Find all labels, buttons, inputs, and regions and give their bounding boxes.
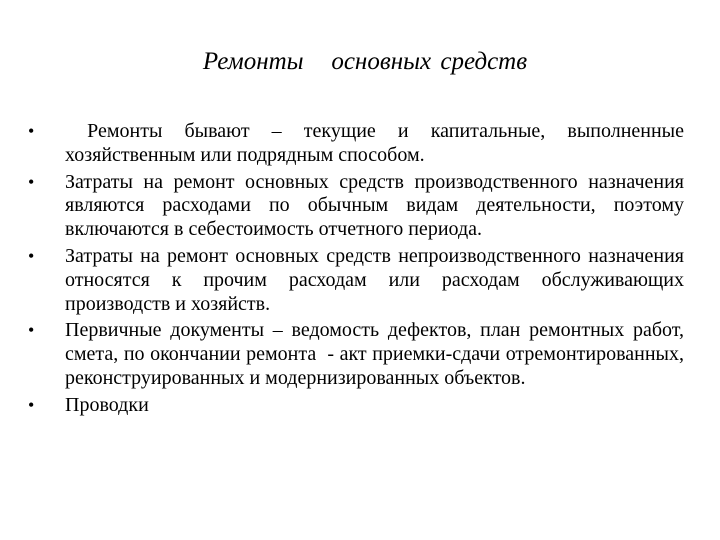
slide-title: Ремонты основных средств [202,48,528,75]
bullet-icon: • [28,394,35,415]
bullet-text: Затраты на ремонт основных средств непроизводственного назначения относятся к прочим расходам или расходам обслуживающих производств и хозяйств. [65,244,684,315]
bullet-icon: • [28,121,35,141]
bullet-item-nonproduction-costs [28,245,684,316]
bullet-icon: • [28,171,35,192]
bullet-text: Затраты на ремонт основных средств производственного назначения являются расходами по обычным видам деятельности, поэтому включаются в себестоимость отчетного периода. [65,170,684,241]
bullet-item-primary-documents [28,319,689,390]
bullet-text: Ремонты бывают – текущие и капитальные, выполненные хозяйственным или подрядным способом. [65,120,689,166]
bullet-item-production-costs [28,171,684,242]
bullet-item-repairs-types [28,120,689,168]
bullet-list [28,120,689,421]
bullet-icon: • [28,320,35,341]
bullet-icon: • [28,245,35,266]
bullet-text: Проводки [65,393,149,416]
bullet-item-postings [28,394,684,418]
bullet-text: Первичные документы – ведомость дефектов, план ремонтных работ, смета, по окончании ремонта - акт приемки-сдачи отремонтированных, реконструированных и модернизированных объектов. [65,319,689,389]
